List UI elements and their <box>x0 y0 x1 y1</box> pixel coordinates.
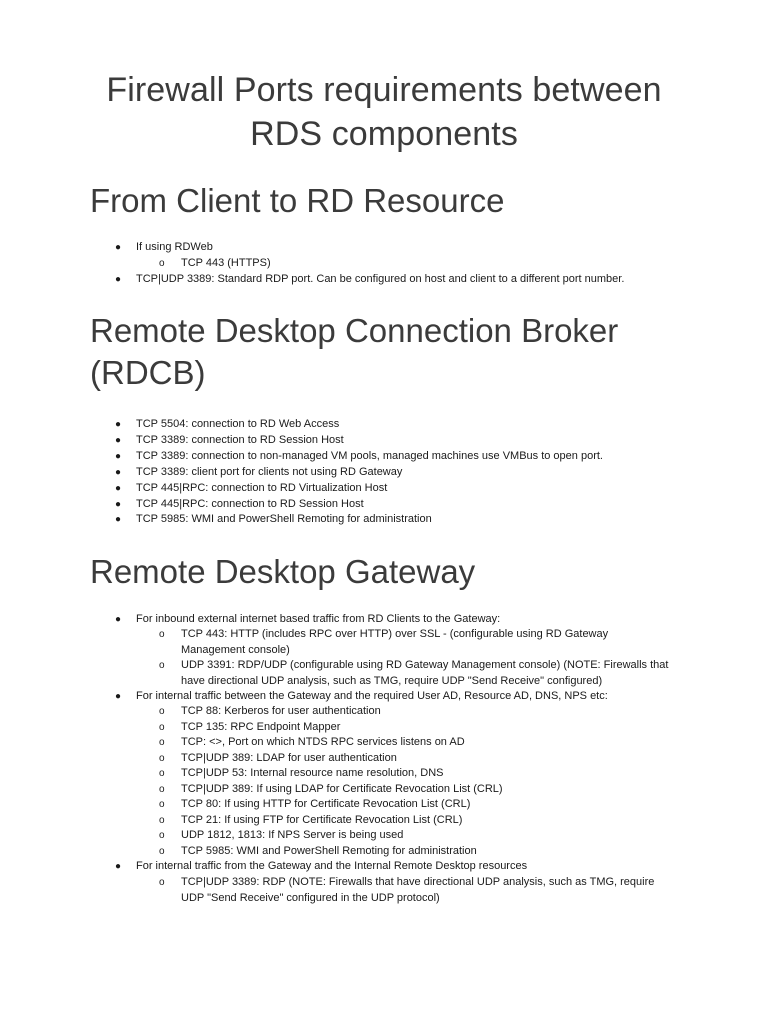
sub-bullet-marker: o <box>159 737 165 748</box>
list-item: TCP 5985: WMI and PowerShell Remoting for administration <box>136 513 432 525</box>
sub-list-item: TCP 5985: WMI and PowerShell Remoting for administration <box>181 845 477 857</box>
bullet-marker: ● <box>115 419 122 430</box>
sub-list-item: TCP 135: RPC Endpoint Mapper <box>181 721 341 733</box>
sub-bullet-marker: o <box>159 846 165 857</box>
bullet-marker: ● <box>115 483 122 494</box>
sub-list-item: TCP|UDP 389: LDAP for user authentication <box>181 752 397 764</box>
sub-list-item: TCP 443: HTTP (includes RPC over HTTP) over SSL - (configurable using RD Gateway Management console) <box>181 628 609 656</box>
sub-bullet-marker: o <box>159 877 165 888</box>
sub-bullet-marker: o <box>159 258 165 269</box>
document-title: Firewall Ports requirements between RDS components <box>106 71 662 153</box>
list-item: If using RDWeb <box>136 241 213 253</box>
bullet-marker: ● <box>115 691 122 702</box>
section-heading-rdcb: Remote Desktop Connection Broker (RDCB) <box>90 312 619 391</box>
bullet-marker: ● <box>115 861 122 872</box>
list-item: TCP 445|RPC: connection to RD Session Host <box>136 498 364 510</box>
bullet-marker: ● <box>115 467 122 478</box>
list-item: TCP 3389: connection to non-managed VM pools, managed machines use VMBus to open port. <box>136 450 603 462</box>
bullet-marker: ● <box>115 242 122 253</box>
bullet-marker: ● <box>115 274 122 285</box>
sub-bullet-marker: o <box>159 722 165 733</box>
sub-list-item: TCP|UDP 3389: RDP (NOTE: Firewalls that have directional UDP analysis, such as TMG, require UDP "Send Receive" configured in the UDP protocol) <box>181 876 655 904</box>
sub-bullet-marker: o <box>159 660 165 671</box>
sub-list-item: TCP|UDP 53: Internal resource name resolution, DNS <box>181 767 444 779</box>
bullet-marker: ● <box>115 451 122 462</box>
sub-list-item: TCP 88: Kerberos for user authentication <box>181 705 381 717</box>
list-item: For inbound external internet based traffic from RD Clients to the Gateway: <box>136 613 501 625</box>
sub-bullet-marker: o <box>159 830 165 841</box>
bullet-marker: ● <box>115 435 122 446</box>
sub-list-item: TCP 443 (HTTPS) <box>181 257 271 269</box>
section-heading-gateway: Remote Desktop Gateway <box>90 553 476 590</box>
list-item: TCP 3389: connection to RD Session Host <box>136 434 344 446</box>
sub-bullet-marker: o <box>159 784 165 795</box>
bullet-marker: ● <box>115 614 122 625</box>
list-item: TCP|UDP 3389: Standard RDP port. Can be configured on host and client to a different port number. <box>136 273 625 285</box>
sub-list-item: TCP|UDP 389: If using LDAP for Certificate Revocation List (CRL) <box>181 783 503 795</box>
list-item: For internal traffic from the Gateway and the Internal Remote Desktop resources <box>136 860 528 872</box>
sub-list-item: TCP 80: If using HTTP for Certificate Revocation List (CRL) <box>181 798 471 810</box>
bullet-marker: ● <box>115 499 122 510</box>
sub-bullet-marker: o <box>159 629 165 640</box>
sub-list-item: TCP 21: If using FTP for Certificate Revocation List (CRL) <box>181 814 463 826</box>
bullet-marker: ● <box>115 514 122 525</box>
sub-bullet-marker: o <box>159 753 165 764</box>
sub-bullet-marker: o <box>159 768 165 779</box>
sub-bullet-marker: o <box>159 799 165 810</box>
sub-bullet-marker: o <box>159 706 165 717</box>
sub-list-item: UDP 3391: RDP/UDP (configurable using RD Gateway Management console) (NOTE: Firewalls that have directional UDP analysis, such as TMG, require UDP "Send Receive" configured) <box>181 659 669 687</box>
list-item: For internal traffic between the Gateway and the required User AD, Resource AD, DNS, NPS etc: <box>136 690 608 702</box>
list-item: TCP 5504: connection to RD Web Access <box>136 418 340 430</box>
sub-bullet-marker: o <box>159 815 165 826</box>
list-item: TCP 445|RPC: connection to RD Virtualization Host <box>136 482 388 494</box>
section-heading-client-to-resource: From Client to RD Resource <box>90 182 505 219</box>
sub-list-item: TCP: <>, Port on which NTDS RPC services listens on AD <box>181 736 465 748</box>
sub-list-item: UDP 1812, 1813: If NPS Server is being used <box>181 829 404 841</box>
list-item: TCP 3389: client port for clients not using RD Gateway <box>136 466 403 478</box>
